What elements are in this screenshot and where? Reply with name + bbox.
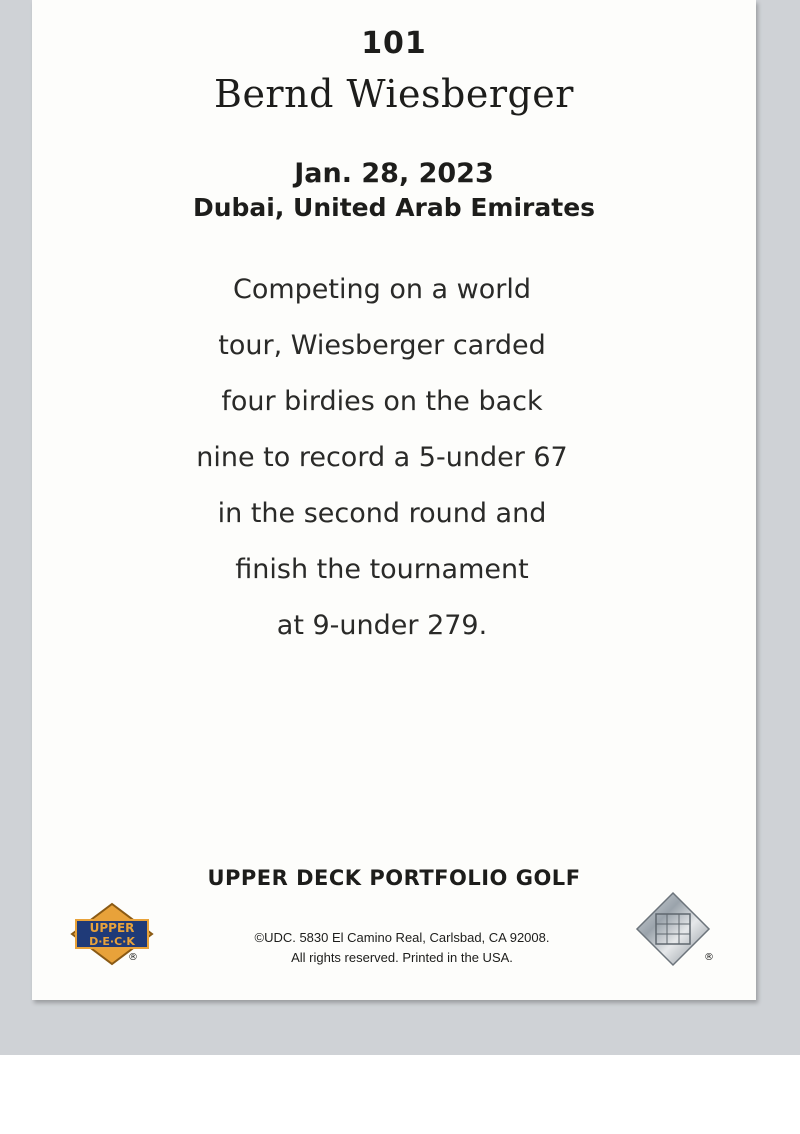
copyright-line: ©UDC. 5830 El Camino Real, Carlsbad, CA 92008. <box>254 930 550 945</box>
card-number: 101 <box>361 26 427 61</box>
description-line: finish the tournament <box>235 554 529 585</box>
logo-text-top: UPPER <box>89 921 135 935</box>
description-line: at 9-under 279. <box>276 610 488 641</box>
registered-mark: ® <box>128 952 138 963</box>
card-description <box>162 262 602 654</box>
registered-mark: ® <box>704 952 714 963</box>
player-name: Bernd Wiesberger <box>214 72 574 116</box>
description-line: in the second round and <box>217 498 547 529</box>
description-line: four birdies on the back <box>221 386 543 417</box>
set-name: UPPER DECK PORTFOLIO GOLF <box>207 866 581 890</box>
event-date: Jan. 28, 2023 <box>294 158 494 189</box>
event-location: Dubai, United Arab Emirates <box>192 193 596 222</box>
trading-card-back <box>32 0 756 1000</box>
logo-text-bottom: D·E·C·K <box>89 935 135 948</box>
copyright-text <box>252 928 552 968</box>
description-line: tour, Wiesberger carded <box>218 330 546 361</box>
hologram-icon <box>634 890 712 968</box>
upper-deck-logo <box>66 900 158 966</box>
description-line: nine to record a 5-under 67 <box>196 442 568 473</box>
copyright-line: All rights reserved. Printed in the USA. <box>291 950 513 965</box>
description-line: Competing on a world <box>232 274 532 305</box>
